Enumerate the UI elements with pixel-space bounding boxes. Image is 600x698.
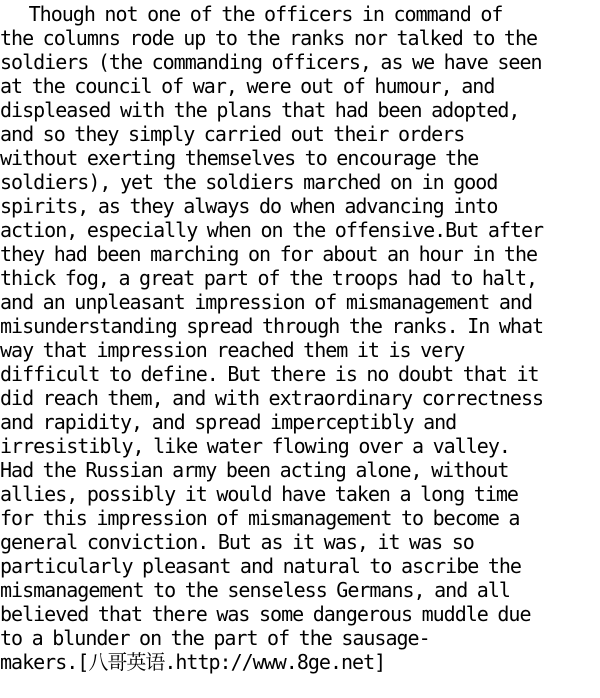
text-line: general conviction. But as it was, it was so: [0, 530, 474, 554]
text-line: the columns rode up to the ranks nor talked to the: [0, 26, 538, 50]
text-line: for this impression of mismanagement to become a: [0, 506, 520, 530]
text-line: makers.[八哥英语.http://www.8ge.net]: [0, 650, 386, 674]
text-line: spirits, as they always do when advancing into: [0, 194, 498, 218]
text-line: mismanagement to the senseless Germans, and all: [0, 578, 510, 602]
text-line: did reach them, and with extraordinary correctness: [0, 386, 544, 410]
text-line: particularly pleasant and natural to ascribe the: [0, 554, 521, 578]
text-line: way that impression reached them it is very: [0, 338, 465, 362]
text-line: thick fog, a great part of the troops had to halt,: [0, 266, 538, 290]
text-line: and so they simply carried out their orders: [0, 122, 465, 146]
text-line: difficult to define. But there is no doubt that it: [0, 362, 539, 386]
text-line: displeased with the plans that had been adopted,: [0, 98, 520, 122]
text-line: they had been marching on for about an hour in the: [0, 242, 538, 266]
text-line: soldiers), yet the soldiers marched on in good: [0, 170, 498, 194]
text-line: believed that there was some dangerous muddle due: [0, 602, 531, 626]
text-line: allies, possibly it would have taken a long time: [0, 482, 518, 506]
text-line: Though not one of the officers in command of: [0, 2, 503, 26]
text-line: action, especially when on the offensive.But after: [0, 218, 544, 242]
text-line: at the council of war, were out of humour, and: [0, 74, 495, 98]
text-line: to a blunder on the part of the sausage-: [0, 626, 430, 650]
text-line: irresistibly, like water flowing over a valley.: [0, 434, 510, 458]
text-line: misunderstanding spread through the ranks. In what: [0, 314, 544, 338]
text-line: and an unpleasant impression of mismanagement and: [0, 290, 533, 314]
text-line: without exerting themselves to encourage the: [0, 146, 479, 170]
text-line: soldiers (the commanding officers, as we have seen: [0, 50, 542, 74]
text-line: Had the Russian army been acting alone, without: [0, 458, 509, 482]
text-line: and rapidity, and spread imperceptibly and: [0, 410, 457, 434]
